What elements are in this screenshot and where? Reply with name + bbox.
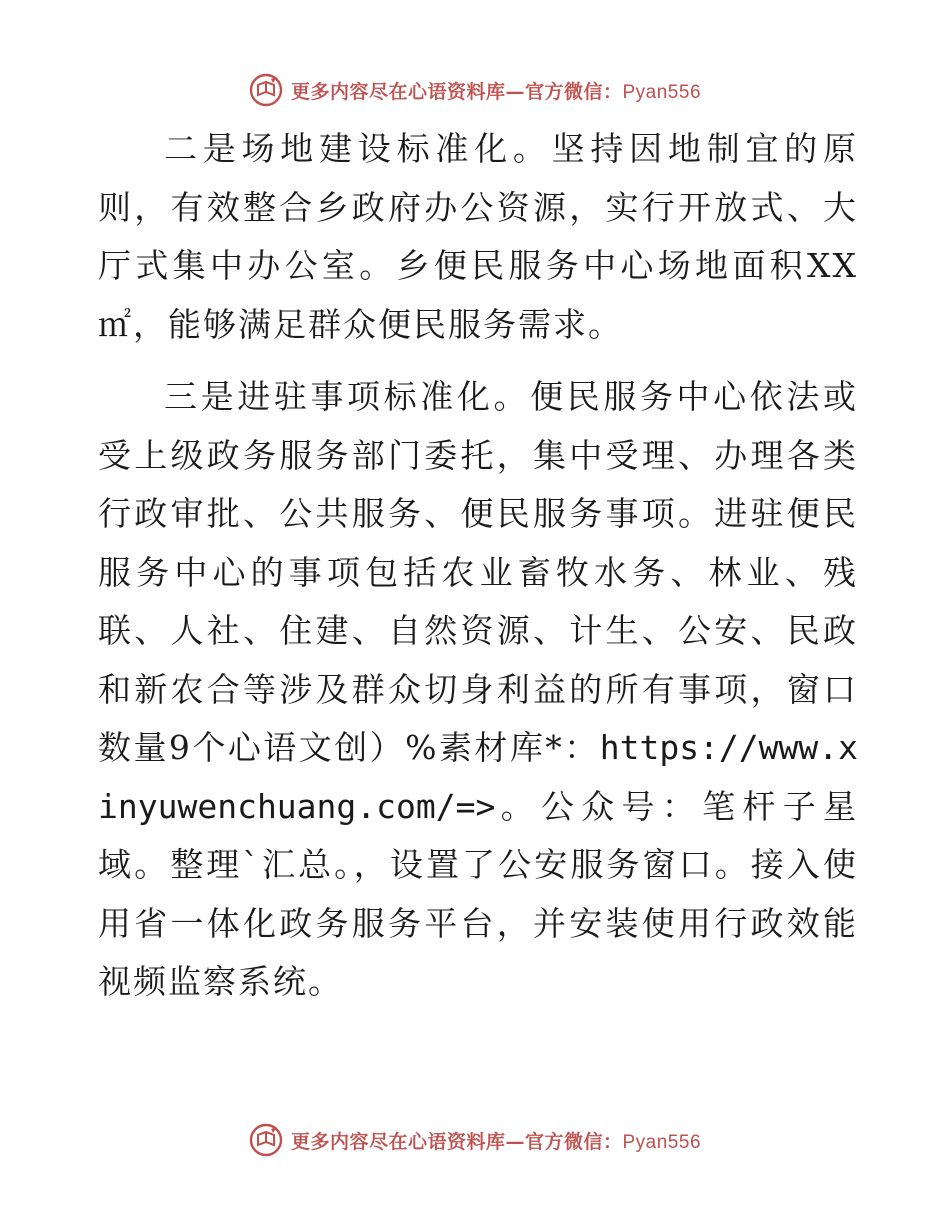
embedded-url: https://www.xinyuwenchuang.com/=> xyxy=(98,728,858,826)
footer-watermark xyxy=(0,1120,950,1160)
paragraph-text-before-url: 三是进驻事项标准化。便民服务中心依法或受上级政务服务部门委托，集中受理、办理各类行政审批、公共服务、便民服务事项。进驻便民服务中心的事项包括农业畜牧水务、林业、残联、人社、住建、自然资源、计生、公安、民政和新农合等涉及群众切身利益的所有事项，窗口数量9个心语文创）%素材库*： xyxy=(98,377,858,767)
paragraph-text-after-url: 。公众号：笔杆子星域。整理`汇总。，设置了公安服务窗口。接入使用省一体化政务服务平台，并安装使用行政效能视频监察系统。 xyxy=(98,786,858,1001)
document-body xyxy=(98,120,858,1012)
book-quill-icon xyxy=(249,1123,283,1157)
paragraph-service-items xyxy=(98,368,858,1012)
watermark-text: 更多内容尽在心语资料库—官方微信：Pyan556 xyxy=(290,80,702,103)
book-quill-icon xyxy=(249,73,283,107)
watermark-text: 更多内容尽在心语资料库—官方微信：Pyan556 xyxy=(290,1130,702,1153)
header-watermark xyxy=(0,70,950,110)
paragraph-site-standardization: 二是场地建设标准化。坚持因地制宜的原则，有效整合乡政府办公资源，实行开放式、大厅式集中办公室。乡便民服务中心场地面积XX㎡，能够满足群众便民服务需求。 xyxy=(98,129,858,344)
